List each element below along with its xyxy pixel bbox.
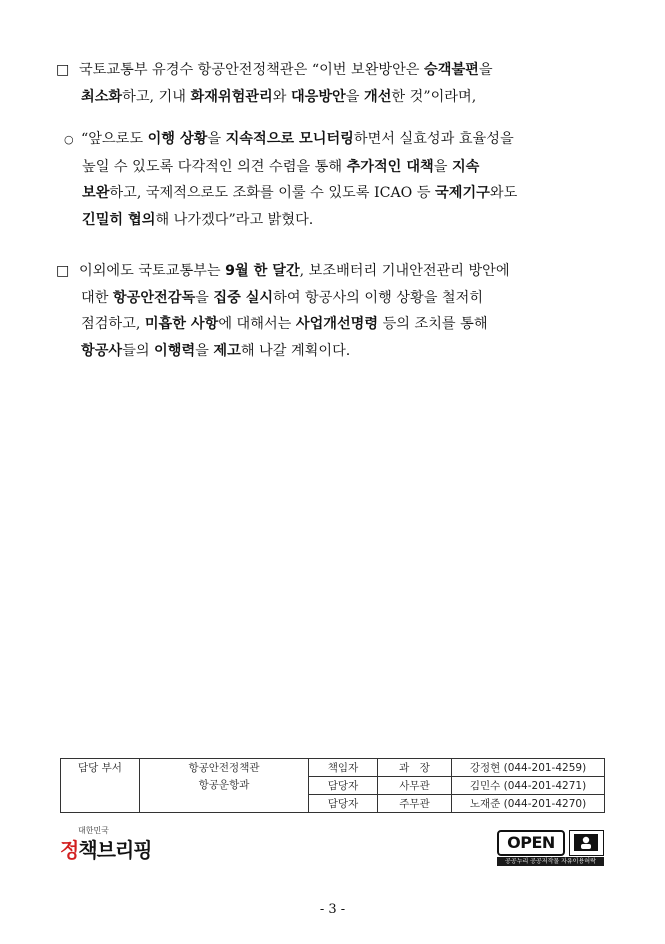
table-row: 담당 부서 항공안전정책관 항공운항과 책임자 과 장 강정현 (044-201-4259) — [61, 759, 605, 777]
open-license-badge: OPEN 공공누리 공공저작물 자유이용허락 — [497, 830, 604, 866]
line: □ 국토교통부 유경수 항공안전정책관은 “이번 보완방안은 승객불편을 — [56, 57, 608, 84]
policy-briefing-logo: 대한민국 정책브리핑 — [60, 826, 152, 862]
page-number: - 3 - — [319, 902, 346, 917]
line: 항공사들의 이행력을 제고해 나갈 계획이다. — [81, 342, 351, 359]
person-icon — [569, 830, 604, 856]
paragraph-inspection-plan — [56, 258, 608, 364]
line: 높일 수 있도록 다각적인 의견 수렴을 통해 추가적인 대책을 지속 — [82, 158, 480, 175]
department-label: 담당 부서 — [61, 759, 140, 813]
circle-bullet-icon: ○ — [64, 133, 74, 146]
line: 대한 항공안전감독을 집중 실시하여 항공사의 이행 상황을 철저히 — [81, 289, 484, 306]
line: ○ “앞으로도 이행 상황을 지속적으로 모니터링하면서 실효성과 효율성을 — [64, 126, 608, 154]
contact-table — [60, 758, 605, 813]
line: □ 이외에도 국토교통부는 9월 한 달간, 보조배터리 기내안전관리 방안에 — [56, 258, 608, 285]
line: 최소화하고, 기내 화재위험관리와 대응방안을 개선한 것”이라며, — [81, 88, 477, 105]
table-row: 담당자 사무관 김민수 (044-201-4271) — [61, 777, 605, 795]
square-bullet-icon: □ — [56, 263, 70, 279]
paragraph-director-statement — [56, 57, 608, 110]
line: 점검하고, 미흡한 사항에 대해서는 사업개선명령 등의 조치를 통해 — [81, 316, 488, 332]
department-names: 항공안전정책관 항공운항과 — [140, 759, 309, 813]
paragraph-future-plan — [64, 126, 608, 233]
square-bullet-icon: □ — [56, 62, 70, 78]
line: 긴밀히 협의해 나가겠다”라고 밝혔다. — [82, 211, 314, 228]
table-row: 담당자 주무관 노재준 (044-201-4270) — [61, 795, 605, 813]
line: 보완하고, 국제적으로도 조화를 이룰 수 있도록 ICAO 등 국제기구와도 — [82, 185, 518, 201]
